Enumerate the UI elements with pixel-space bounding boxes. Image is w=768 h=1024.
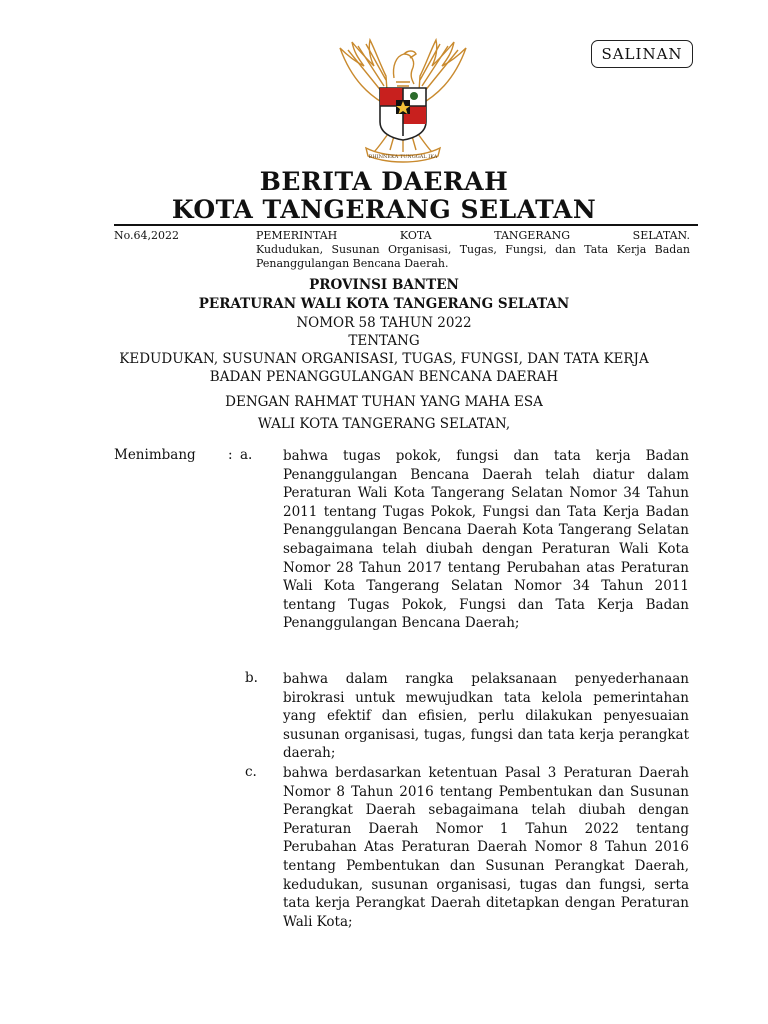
item-letter-b: b. <box>245 670 258 686</box>
issuer-line: WALI KOTA TANGERANG SELATAN, <box>257 416 511 432</box>
regulation-about: TENTANG <box>348 333 420 349</box>
province-heading: PROVINSI BANTEN <box>309 277 459 293</box>
salinan-stamp: SALINAN <box>591 40 693 68</box>
document-title-line1: BERITA DAERAH <box>259 167 509 196</box>
gazette-summary-rest: Kududukan, Susunan Organisasi, Tugas, Fungsi, dan Tata Kerja Badan Penanggulangan Bencana Daerah. <box>256 243 690 270</box>
header-divider <box>114 224 698 226</box>
gazette-word: TANGERANG <box>494 229 570 242</box>
garuda-emblem-icon <box>330 36 476 164</box>
item-letter-a: a. <box>240 447 253 463</box>
emblem-motto: BHINNEKA TUNGGAL IKA <box>368 154 438 160</box>
regulation-subject-line1: KEDUDUKAN, SUSUNAN ORGANISASI, TUGAS, FUNGSI, DAN TATA KERJA <box>119 351 649 367</box>
gazette-summary-line1 <box>256 229 690 243</box>
regulation-number: NOMOR 58 TAHUN 2022 <box>296 315 472 331</box>
document-title-line2: KOTA TANGERANG SELATAN <box>171 195 597 224</box>
consideration-c: bahwa berdasarkan ketentuan Pasal 3 Peraturan Daerah Nomor 8 Tahun 2016 tentang Pembentukan dan Susunan Perangkat Daerah sebagaimana telah diubah dengan Peraturan Daerah Nomor 1 Tahun 2022 tentang Perubahan Atas Peraturan Daerah Nomor 8 Tahun 2016 tentang Pembentukan dan Susunan Perangkat Daerah, kedudukan, susunan organisasi, tugas dan fungsi, serta tata kerja Perangkat Daerah ditetapkan dengan Peraturan Wali Kota; <box>283 765 689 930</box>
blessing-line: DENGAN RAHMAT TUHAN YANG MAHA ESA <box>225 394 543 410</box>
gazette-number: No.64,2022 <box>114 229 180 242</box>
gazette-word: PEMERINTAH <box>256 229 338 242</box>
considering-colon: : <box>228 447 233 463</box>
regulation-subject-line2: BADAN PENANGGULANGAN BENCANA DAERAH <box>209 369 559 385</box>
gazette-summary <box>256 229 690 271</box>
item-letter-c: c. <box>245 764 257 780</box>
regulation-title: PERATURAN WALI KOTA TANGERANG SELATAN <box>198 296 570 312</box>
consideration-b: bahwa dalam rangka pelaksanaan penyederhanaan birokrasi untuk mewujudkan tata kelola pemerintahan yang efektif dan efisien, perlu dilakukan penyesuaian susunan organisasi, tugas, fungsi dan tata kerja perangkat daerah; <box>283 671 689 762</box>
gazette-word: SELATAN. <box>632 229 690 242</box>
consideration-a: bahwa tugas pokok, fungsi dan tata kerja Badan Penanggulangan Bencana Daerah telah diatur dalam Peraturan Wali Kota Tangerang Selatan Nomor 34 Tahun 2011 tentang Tugas Pokok, Fungsi dan Tata Kerja Badan Penanggulangan Bencana Daerah Kota Tangerang Selatan sebagaimana telah diubah dengan Peraturan Wali Kota Nomor 28 Tahun 2017 tentang Perubahan atas Peraturan Wali Kota Tangerang Selatan Nomor 34 Tahun 2011 tentang Tugas Pokok, Fungsi dan Tata Kerja Badan Penanggulangan Bencana Daerah; <box>283 448 689 632</box>
considering-label: Menimbang <box>114 447 196 463</box>
gazette-word: KOTA <box>399 229 432 242</box>
